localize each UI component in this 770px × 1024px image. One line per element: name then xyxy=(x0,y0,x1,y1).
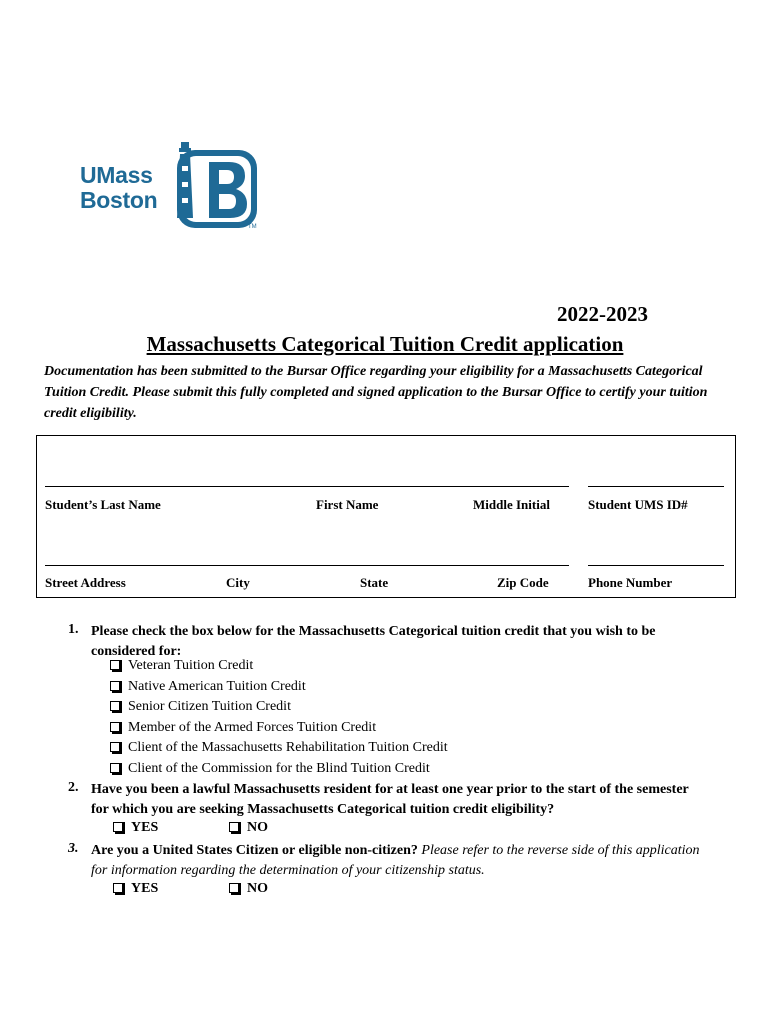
checkbox-icon[interactable] xyxy=(110,742,120,752)
question-3-text: Are you a United States Citizen or eligible non-citizen? xyxy=(91,843,418,858)
page-title: Massachusetts Categorical Tuition Credit application xyxy=(146,332,624,356)
q3-no-option[interactable]: NO xyxy=(229,881,268,897)
first-name-label: First Name xyxy=(316,497,379,512)
question-2-number: 2. xyxy=(68,780,79,795)
q2-no-option[interactable]: NO xyxy=(229,820,268,836)
checkbox-icon[interactable] xyxy=(110,701,120,711)
ums-id-line[interactable] xyxy=(588,486,724,487)
student-info-box xyxy=(36,435,736,598)
question-3-number: 3. xyxy=(68,841,79,856)
question-1-text: Please check the box below for the Massachusetts Categorical tuition credit that you wish to be considered for: xyxy=(91,624,656,659)
checkbox-icon[interactable] xyxy=(113,822,123,832)
option-mass-rehabilitation[interactable]: Client of the Massachusetts Rehabilitation Tuition Credit xyxy=(110,738,448,758)
option-commission-blind[interactable]: Client of the Commission for the Blind Tuition Credit xyxy=(110,759,430,779)
address-line[interactable] xyxy=(45,565,569,566)
last-name-label: Student’s Last Name xyxy=(45,497,161,512)
logo-line-1: UMass xyxy=(80,162,153,188)
option-senior-citizen[interactable]: Senior Citizen Tuition Credit xyxy=(110,697,291,717)
checkbox-icon[interactable] xyxy=(110,681,120,691)
phone-line[interactable] xyxy=(588,565,724,566)
option-native-american[interactable]: Native American Tuition Credit xyxy=(110,677,306,697)
phone-number-label: Phone Number xyxy=(588,575,673,590)
question-1-number: 1. xyxy=(68,622,79,637)
q2-yes-option[interactable]: YES xyxy=(113,820,158,836)
checkbox-icon[interactable] xyxy=(113,883,123,893)
option-veteran[interactable]: Veteran Tuition Credit xyxy=(110,656,253,676)
question-2-text: Have you been a lawful Massachusetts resident for at least one year prior to the start of the semester for which you are seeking Massachusetts Categorical tuition credit eligibility? xyxy=(91,782,689,817)
zip-code-label: Zip Code xyxy=(497,575,549,590)
intro-paragraph: Documentation has been submitted to the Bursar Office regarding your eligibility for a Massachusetts Categorical Tuition Credit. Please submit this fully completed and signed application to the Bursar Office to certify your tuition credit eligibility. xyxy=(44,364,708,421)
middle-initial-label: Middle Initial xyxy=(473,497,550,512)
name-line[interactable] xyxy=(45,486,569,487)
q3-yes-option[interactable]: YES xyxy=(113,881,158,897)
street-address-label: Street Address xyxy=(45,575,126,590)
checkbox-icon[interactable] xyxy=(229,822,239,832)
question-3-note: Please refer to the reverse side of this application for information regarding the determination of your citizenship status. xyxy=(91,843,700,878)
logo-line-2: Boston xyxy=(80,187,158,213)
trademark-mark: TM xyxy=(248,224,257,230)
question-3-block xyxy=(91,841,701,881)
ums-id-label: Student UMS ID# xyxy=(588,497,688,512)
academic-year: 2022-2023 xyxy=(557,302,648,326)
state-label: State xyxy=(360,575,389,590)
checkbox-icon[interactable] xyxy=(110,763,120,773)
umass-boston-logo xyxy=(80,142,265,237)
checkbox-icon[interactable] xyxy=(110,660,120,670)
checkbox-icon[interactable] xyxy=(229,883,239,893)
checkbox-icon[interactable] xyxy=(110,722,120,732)
city-label: City xyxy=(226,575,250,590)
lighthouse-b-icon xyxy=(175,142,259,232)
option-armed-forces[interactable]: Member of the Armed Forces Tuition Credit xyxy=(110,718,376,738)
